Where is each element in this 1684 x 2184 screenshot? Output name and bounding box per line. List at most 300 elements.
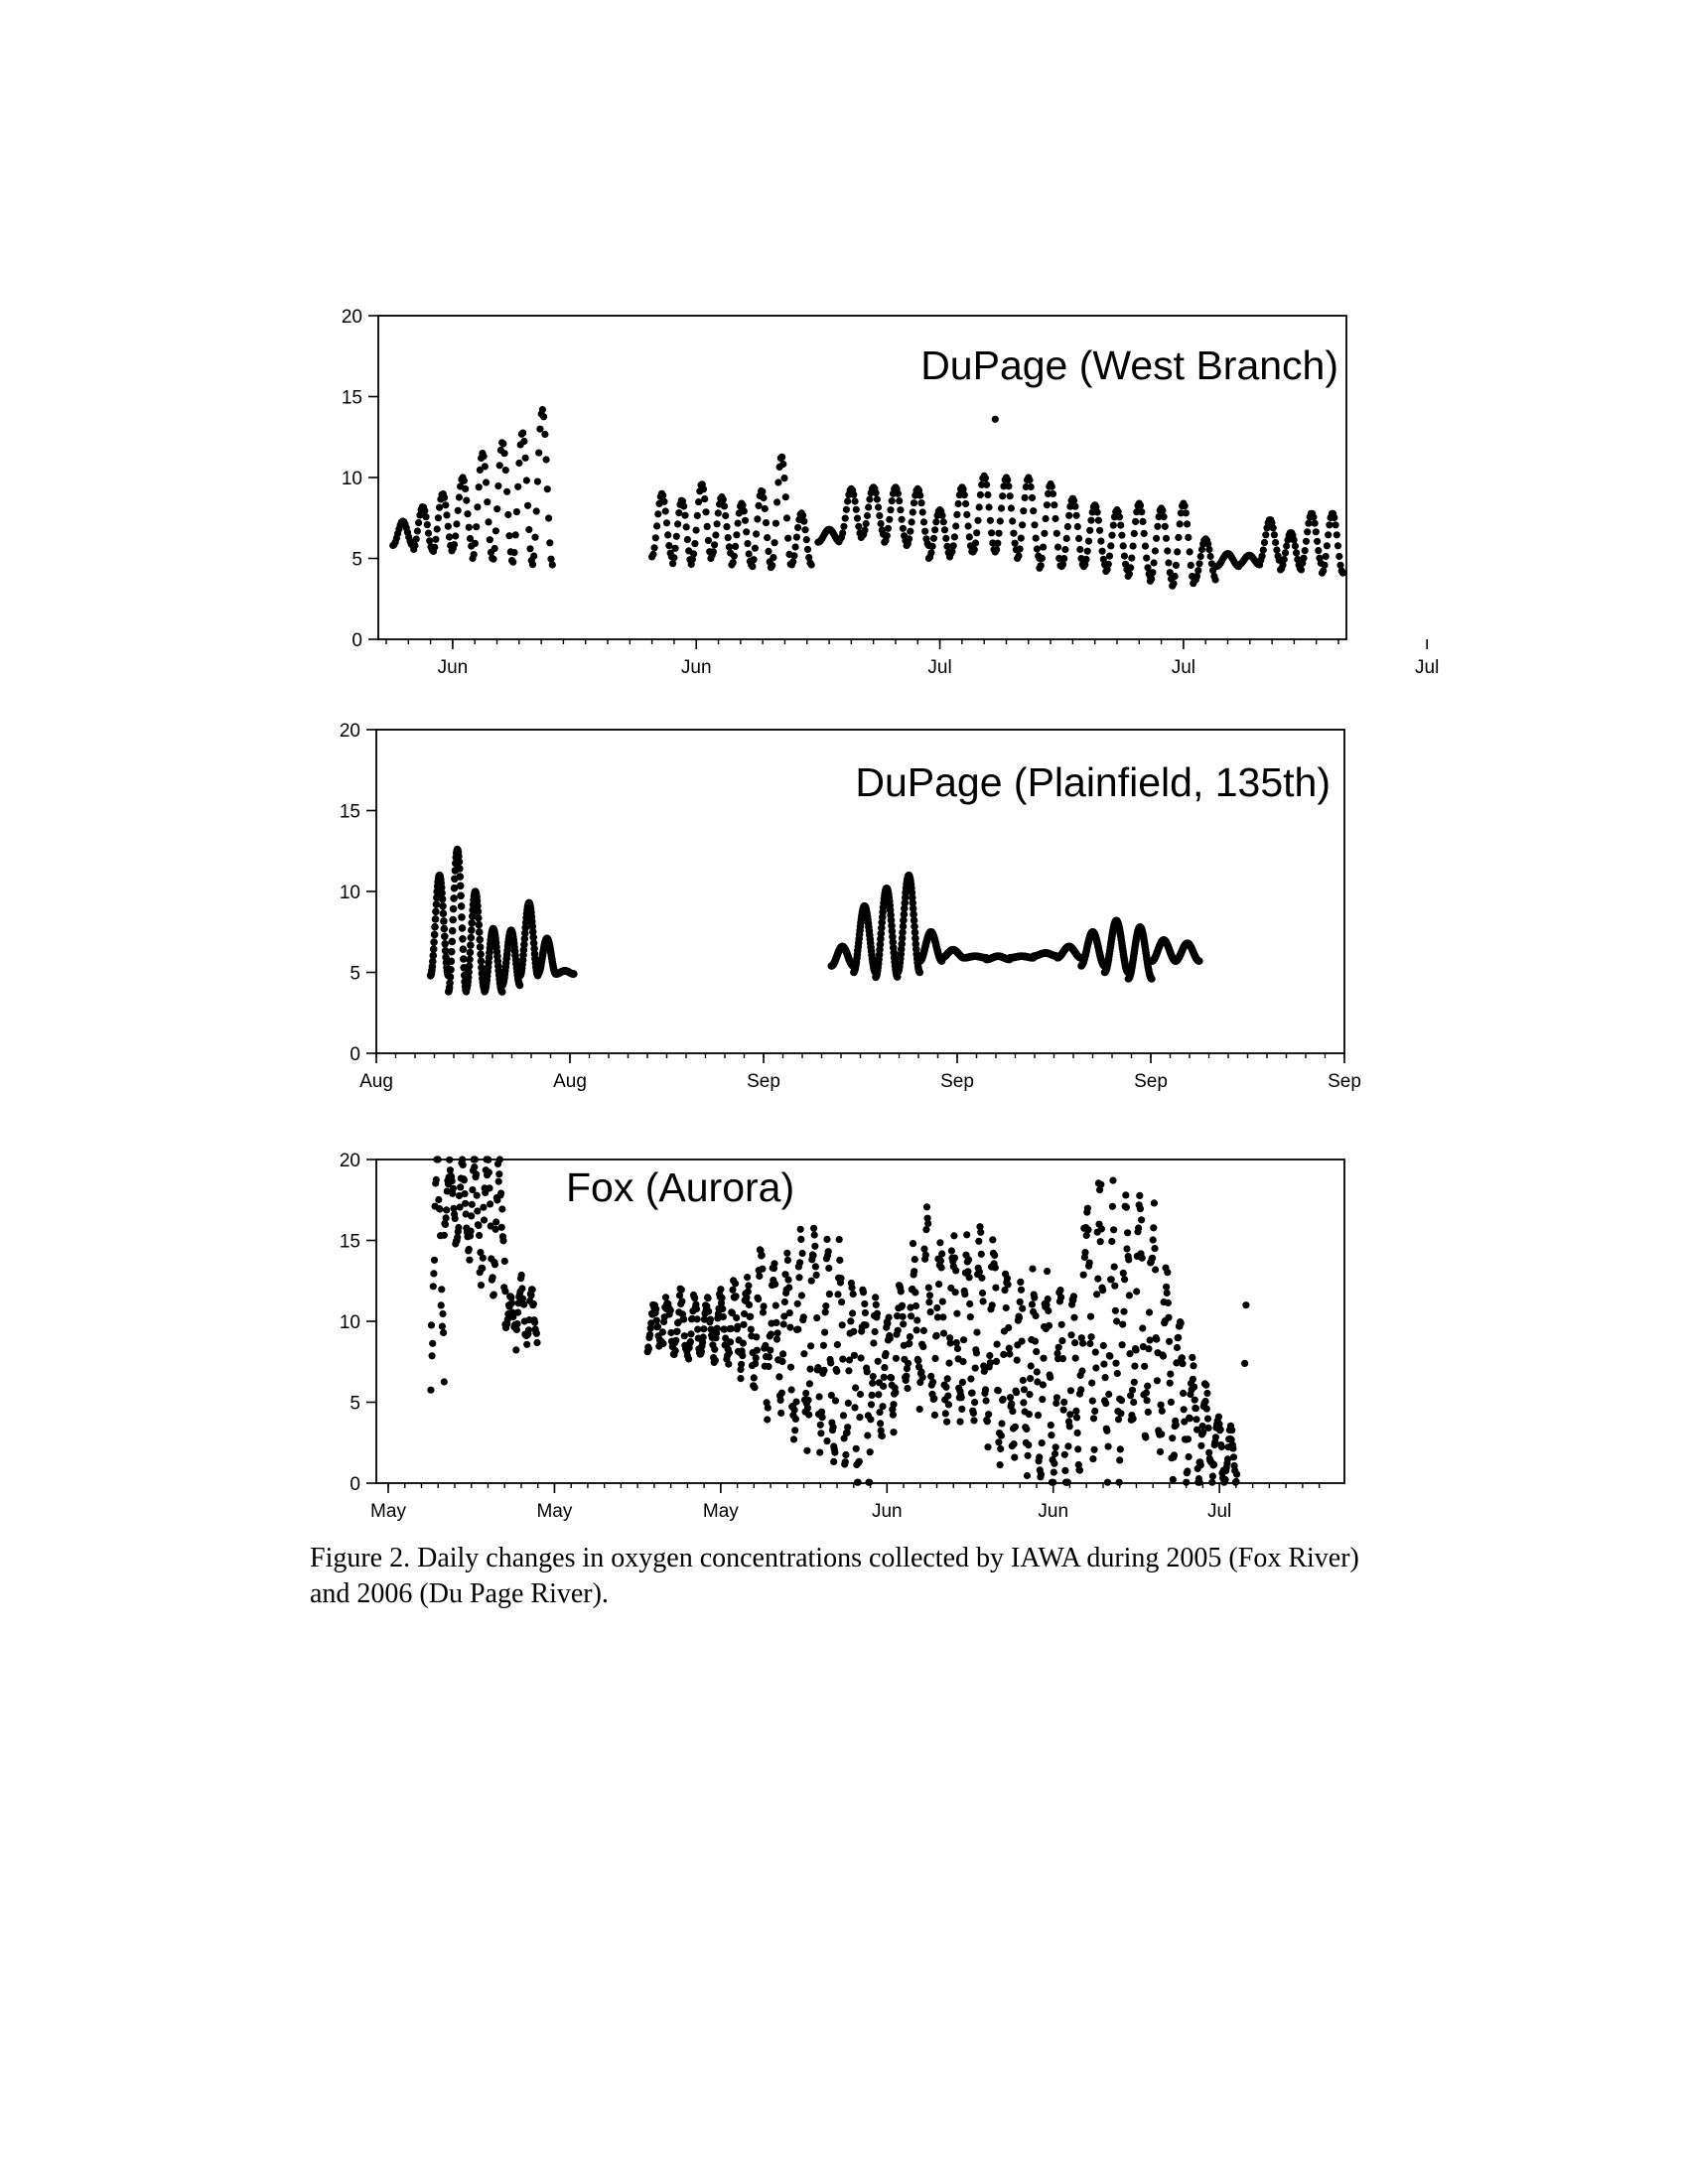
data-point <box>780 475 787 481</box>
data-point <box>449 1177 456 1184</box>
data-point <box>505 532 512 539</box>
data-point <box>1033 535 1040 542</box>
data-point <box>973 1349 980 1356</box>
data-point <box>1082 556 1089 563</box>
chart-dupage-west-branch <box>0 298 1684 695</box>
data-point <box>936 1239 943 1246</box>
data-point <box>1058 1337 1065 1344</box>
data-point <box>919 1374 926 1381</box>
data-point <box>1152 1266 1159 1273</box>
data-point <box>1163 1284 1170 1291</box>
data-point <box>1016 1314 1023 1321</box>
data-point <box>995 530 1002 537</box>
data-point <box>1131 1379 1138 1386</box>
data-point <box>747 1313 754 1320</box>
data-point <box>790 1435 797 1442</box>
data-point <box>875 503 882 510</box>
data-point <box>513 1320 520 1327</box>
data-point <box>455 507 462 514</box>
data-point <box>1190 1362 1196 1369</box>
outlier-point <box>1241 1360 1248 1367</box>
data-point <box>805 1412 812 1419</box>
data-point <box>1158 1431 1165 1437</box>
data-point <box>851 1352 858 1359</box>
data-point <box>895 1327 902 1334</box>
data-point <box>917 499 924 506</box>
data-point <box>480 1255 487 1262</box>
data-point <box>1096 527 1103 534</box>
data-point <box>473 523 480 530</box>
data-point <box>868 1401 875 1408</box>
data-point <box>916 1406 923 1413</box>
data-point <box>790 552 797 559</box>
data-point <box>811 1231 818 1238</box>
data-point <box>492 1218 499 1225</box>
data-point <box>477 943 485 951</box>
data-point <box>1144 1397 1151 1404</box>
data-point <box>940 1330 947 1337</box>
data-point <box>982 1386 989 1393</box>
data-point <box>498 1224 505 1231</box>
data-point <box>481 453 488 460</box>
data-point <box>520 438 527 445</box>
data-point <box>1169 1434 1176 1441</box>
data-point <box>1061 546 1068 553</box>
data-point <box>1076 546 1083 553</box>
data-point <box>512 1346 519 1353</box>
data-point <box>531 534 538 541</box>
data-point <box>678 1297 685 1304</box>
data-point <box>659 492 666 499</box>
data-point <box>938 1264 945 1271</box>
data-point <box>973 529 980 536</box>
data-point <box>1105 1391 1112 1398</box>
data-point <box>1111 1264 1118 1271</box>
data-point <box>896 497 903 504</box>
x-tick-label: Jul <box>1171 657 1196 678</box>
data-point <box>739 501 746 508</box>
data-point <box>504 511 511 518</box>
data-point <box>539 406 546 413</box>
data-point <box>458 902 466 910</box>
data-point <box>998 1420 1005 1427</box>
data-point <box>442 501 449 508</box>
data-point <box>1021 1386 1028 1393</box>
data-point <box>963 511 970 518</box>
data-point <box>900 1313 907 1320</box>
data-point <box>793 534 800 541</box>
data-point <box>1157 1448 1164 1455</box>
data-point <box>1005 482 1012 489</box>
data-point <box>730 559 737 566</box>
data-point <box>985 1411 992 1418</box>
data-point <box>967 1313 974 1320</box>
data-point <box>1124 1229 1131 1236</box>
data-point <box>844 1424 851 1431</box>
data-point <box>1056 1287 1063 1294</box>
data-point <box>413 535 420 542</box>
data-point <box>1093 1291 1100 1297</box>
data-point <box>905 1360 912 1367</box>
data-point <box>512 531 519 538</box>
data-point <box>458 913 466 921</box>
data-point <box>1051 1469 1057 1476</box>
data-point <box>476 921 484 929</box>
data-point <box>1138 508 1145 515</box>
data-point <box>720 1313 727 1320</box>
data-point <box>431 931 439 939</box>
data-point <box>1088 1380 1095 1387</box>
data-point <box>1026 477 1033 483</box>
data-point <box>486 1168 492 1175</box>
data-point <box>1194 567 1201 574</box>
data-point <box>782 493 789 500</box>
data-point <box>961 1291 968 1297</box>
data-point <box>984 491 991 498</box>
data-point <box>952 1267 959 1274</box>
data-point <box>806 1366 813 1373</box>
data-point <box>973 1329 980 1336</box>
data-point <box>826 1291 833 1297</box>
data-point <box>432 536 439 543</box>
data-point <box>827 1359 834 1366</box>
data-point <box>1143 555 1150 562</box>
data-point <box>1019 1338 1026 1345</box>
data-point <box>950 542 957 549</box>
data-point <box>1109 1203 1116 1210</box>
data-point <box>1154 1377 1161 1384</box>
data-point <box>910 1240 916 1247</box>
data-point <box>1073 512 1080 519</box>
data-point <box>906 1340 912 1347</box>
data-point <box>425 530 432 537</box>
data-point <box>509 559 516 566</box>
data-point <box>1061 1467 1068 1474</box>
data-point <box>1148 975 1156 983</box>
data-point <box>947 1339 954 1346</box>
data-point <box>800 518 807 525</box>
data-point <box>1189 1354 1195 1361</box>
data-point <box>719 1295 726 1301</box>
data-point <box>471 551 478 558</box>
data-point <box>772 1302 779 1309</box>
data-point <box>440 917 448 925</box>
data-point <box>797 1226 804 1233</box>
data-point <box>794 1326 801 1333</box>
data-point <box>751 1384 758 1391</box>
data-point <box>1052 1450 1058 1457</box>
data-point <box>944 1393 951 1400</box>
data-point <box>675 509 682 516</box>
data-point <box>431 1257 438 1264</box>
data-point <box>1121 1276 1128 1283</box>
data-point <box>862 1309 869 1316</box>
data-point <box>1217 1426 1224 1433</box>
data-point <box>1303 538 1310 545</box>
data-point <box>1060 555 1067 562</box>
data-point <box>1025 1441 1032 1448</box>
data-point <box>872 1328 879 1335</box>
data-point <box>802 1390 809 1397</box>
data-point <box>748 1326 755 1333</box>
data-point <box>1044 501 1051 508</box>
data-point <box>881 1374 888 1381</box>
data-point <box>447 973 455 981</box>
data-point <box>899 1302 906 1309</box>
data-point <box>645 1345 652 1352</box>
x-tick-label: May <box>536 1501 573 1522</box>
data-point <box>994 1341 1001 1348</box>
data-point <box>987 1359 994 1366</box>
data-point <box>931 526 938 533</box>
data-point <box>1117 522 1124 529</box>
data-point <box>468 926 476 934</box>
data-point <box>948 1247 955 1254</box>
data-point <box>831 1449 838 1456</box>
data-point <box>813 1314 820 1321</box>
data-point <box>430 945 438 953</box>
data-point <box>836 1257 843 1264</box>
data-point <box>1090 1415 1097 1422</box>
data-point <box>1065 512 1072 519</box>
data-point <box>749 563 756 570</box>
data-point <box>1152 547 1159 554</box>
data-point <box>890 1401 897 1408</box>
data-point <box>1170 580 1177 587</box>
data-point <box>929 1379 936 1386</box>
data-point <box>1131 530 1138 537</box>
data-point <box>733 531 740 538</box>
data-point <box>667 1306 674 1313</box>
data-point <box>1059 1355 1066 1362</box>
data-point <box>1168 1399 1175 1406</box>
data-point <box>469 1201 476 1208</box>
data-point <box>1202 1398 1209 1405</box>
data-point <box>1315 547 1322 554</box>
data-point <box>984 1443 991 1450</box>
data-point <box>909 518 915 525</box>
data-point <box>1087 517 1094 524</box>
data-point <box>495 1178 502 1185</box>
data-point <box>482 463 489 470</box>
data-point <box>705 537 712 544</box>
data-point <box>1105 1443 1112 1450</box>
data-point <box>910 508 916 515</box>
data-point <box>962 500 969 507</box>
data-point <box>1138 1216 1145 1223</box>
data-point <box>777 1397 784 1404</box>
data-point <box>1141 1363 1148 1370</box>
data-point <box>1081 1249 1088 1256</box>
data-point <box>518 1285 525 1292</box>
data-point <box>952 1289 959 1296</box>
data-point <box>438 1301 445 1308</box>
data-point <box>475 1222 482 1229</box>
data-point <box>1103 1428 1110 1434</box>
data-point <box>822 1308 829 1315</box>
data-point <box>1100 1342 1107 1349</box>
data-point <box>1177 520 1184 527</box>
data-point <box>938 1250 945 1257</box>
data-point <box>441 1378 448 1385</box>
data-point <box>906 535 912 542</box>
data-point <box>873 1301 880 1308</box>
data-point <box>919 1343 926 1350</box>
data-point <box>441 940 449 948</box>
data-point <box>877 1420 884 1427</box>
data-point <box>1084 548 1091 555</box>
x-tick-label: Aug <box>359 1071 393 1092</box>
data-point <box>1191 1384 1197 1391</box>
data-point <box>998 1433 1005 1439</box>
data-point <box>518 1272 525 1279</box>
data-point <box>927 1308 934 1315</box>
data-point <box>914 1357 921 1364</box>
data-point <box>865 503 872 510</box>
data-point <box>468 934 476 942</box>
data-point <box>873 489 880 496</box>
data-point <box>876 512 883 519</box>
data-point <box>475 914 483 922</box>
data-point <box>1020 1377 1027 1384</box>
data-point <box>1084 1205 1091 1212</box>
data-point <box>907 528 913 535</box>
data-point <box>945 1401 952 1408</box>
data-point <box>1142 543 1149 550</box>
x-tick-label: Jun <box>680 657 712 678</box>
data-point <box>897 506 904 513</box>
data-point <box>1053 530 1060 537</box>
data-point <box>1033 1348 1040 1355</box>
data-point <box>1334 542 1341 549</box>
data-point <box>1017 545 1024 552</box>
data-point <box>1193 1405 1199 1412</box>
data-point <box>893 1355 900 1362</box>
data-point <box>1095 517 1102 524</box>
data-point <box>812 1263 819 1270</box>
data-point <box>945 1360 952 1367</box>
data-point <box>967 1375 974 1382</box>
data-point <box>1325 531 1332 538</box>
data-point <box>1031 1295 1038 1301</box>
data-point <box>450 905 458 913</box>
data-point <box>834 1291 841 1297</box>
data-point <box>1173 562 1180 569</box>
data-point <box>1064 1442 1071 1449</box>
data-point <box>717 1286 724 1293</box>
x-tick-label: Aug <box>553 1071 587 1092</box>
data-point <box>520 1301 527 1308</box>
data-point <box>514 1309 521 1316</box>
data-point <box>810 1225 817 1232</box>
data-point <box>1196 1479 1203 1486</box>
data-point <box>514 483 521 490</box>
data-point <box>1099 548 1106 555</box>
data-point <box>501 450 508 457</box>
data-point <box>1312 520 1319 527</box>
data-point <box>823 1236 830 1243</box>
data-point <box>1003 1304 1010 1311</box>
outlier-point <box>1242 1301 1249 1308</box>
data-point <box>764 1416 771 1423</box>
data-point <box>1066 1411 1073 1418</box>
data-point <box>849 1309 856 1316</box>
y-tick-label: 10 <box>339 883 360 903</box>
data-point <box>796 1259 803 1266</box>
data-point <box>1304 528 1311 535</box>
figure-caption: Figure 2. Daily changes in oxygen concentrations collected by IAWA during 2005 (Fox River) and 2006 (Du Page River). <box>310 1543 1359 1609</box>
data-point <box>1150 1224 1157 1231</box>
data-point <box>450 894 458 902</box>
data-point <box>1167 1380 1174 1387</box>
data-point <box>759 1266 766 1273</box>
data-point <box>1119 1341 1126 1348</box>
data-point <box>833 1368 840 1375</box>
data-point <box>456 858 464 866</box>
data-points <box>427 1156 1249 1485</box>
data-point <box>428 1321 435 1328</box>
data-point <box>1091 1446 1098 1453</box>
data-point <box>1085 538 1092 545</box>
data-point <box>1099 1287 1106 1294</box>
data-point <box>921 528 928 535</box>
data-point <box>533 1330 540 1337</box>
data-point <box>1283 542 1290 549</box>
data-point <box>875 1358 882 1365</box>
data-point <box>491 1292 497 1298</box>
data-point <box>702 508 709 515</box>
data-point <box>1127 564 1134 571</box>
data-point <box>1323 553 1330 560</box>
data-point <box>1129 1387 1136 1394</box>
data-point <box>546 539 553 546</box>
data-point <box>864 512 871 519</box>
data-point <box>714 1325 721 1332</box>
data-point <box>1273 546 1280 553</box>
data-point <box>524 502 531 509</box>
data-point <box>1114 1370 1121 1377</box>
data-point <box>853 1445 860 1452</box>
data-point <box>920 1327 927 1334</box>
data-point <box>476 928 484 936</box>
data-point <box>842 1458 849 1465</box>
data-point <box>975 1238 982 1245</box>
data-point <box>439 895 447 903</box>
data-point <box>1158 1402 1165 1409</box>
data-point <box>884 1320 891 1327</box>
data-point <box>691 540 698 547</box>
data-point <box>1092 1349 1099 1356</box>
data-point <box>842 1451 849 1458</box>
data-point <box>1025 1452 1032 1459</box>
data-point <box>1179 1360 1186 1367</box>
data-point <box>768 1330 774 1337</box>
data-point <box>1013 1389 1020 1396</box>
data-point <box>448 948 456 956</box>
data-point <box>468 919 476 927</box>
data-point <box>725 534 732 541</box>
data-point <box>1055 1344 1062 1351</box>
data-point <box>1188 562 1194 569</box>
data-point <box>1293 549 1300 556</box>
data-point <box>961 491 968 498</box>
data-point <box>788 1386 795 1393</box>
data-point <box>1313 528 1320 535</box>
data-point <box>786 1309 793 1316</box>
data-point <box>1133 1288 1140 1295</box>
data-point <box>974 517 981 524</box>
data-point <box>874 1310 881 1317</box>
